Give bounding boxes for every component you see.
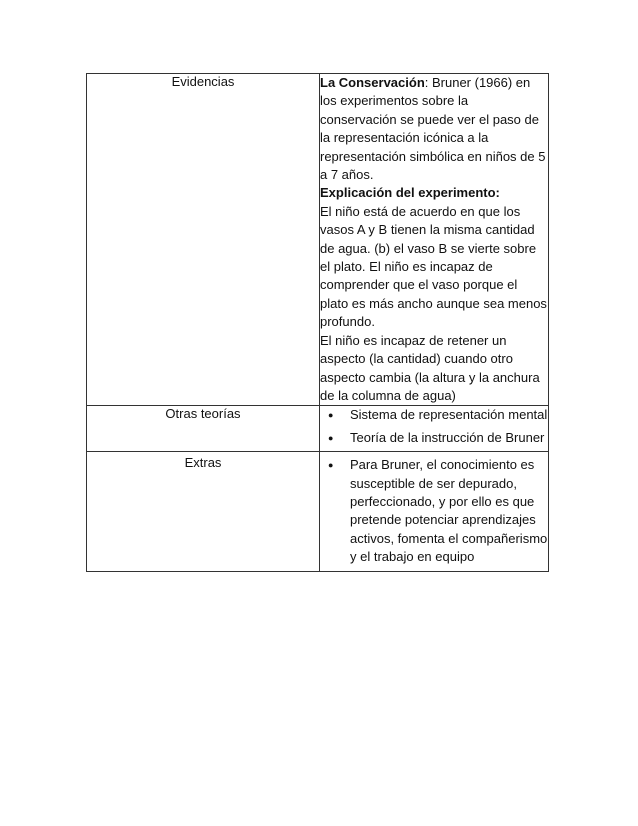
list-item: ● Para Bruner, el conocimiento es susceptible de ser depurado, perfeccionado, y por ello es que pretende potenciar aprendizajes activos, fomenta el compañerismo y el trabajo en equipo [350,456,548,566]
table-row-evidencias [87,74,549,406]
retention-text: El niño es incapaz de retener un aspecto (la cantidad) cuando otro aspecto cambia (la altura y la anchura de la columna de agua) [320,332,540,403]
row-label [87,74,320,406]
table-row-extras [87,452,549,571]
row-label [87,452,320,571]
row-label-text: Otras teorías [165,406,241,422]
row-content [320,74,549,406]
row-label-text: Extras [184,455,222,471]
conservation-text: : Bruner (1966) en los experimentos sobre la conservación se puede ver el paso de la representación icónica a la representación simbólica en niños de 5 a 7 años. [320,75,546,183]
conservation-paragraph [320,74,548,184]
row-label [87,406,320,452]
row-label-text: Evidencias [171,74,235,89]
list-item: ● Teoría de la instrucción de Bruner [350,429,548,447]
row-content [320,406,549,452]
bullet-list [320,456,548,566]
content-table [86,73,549,572]
row-content [320,452,549,571]
conservation-heading: La Conservación [320,75,425,90]
experiment-text: El niño está de acuerdo en que los vasos A y B tienen la misma cantidad de agua. (b) el vaso B se vierte sobre el plato. El niño es incapaz de comprender que el vaso porque el plato es más ancho aunque sea menos profundo. [320,203,547,330]
experiment-heading: Explicación del experimento: [320,185,500,201]
table-row-otras-teorias [87,406,549,452]
list-item: ● Sistema de representación mental [350,406,548,424]
bullet-list [320,406,548,447]
